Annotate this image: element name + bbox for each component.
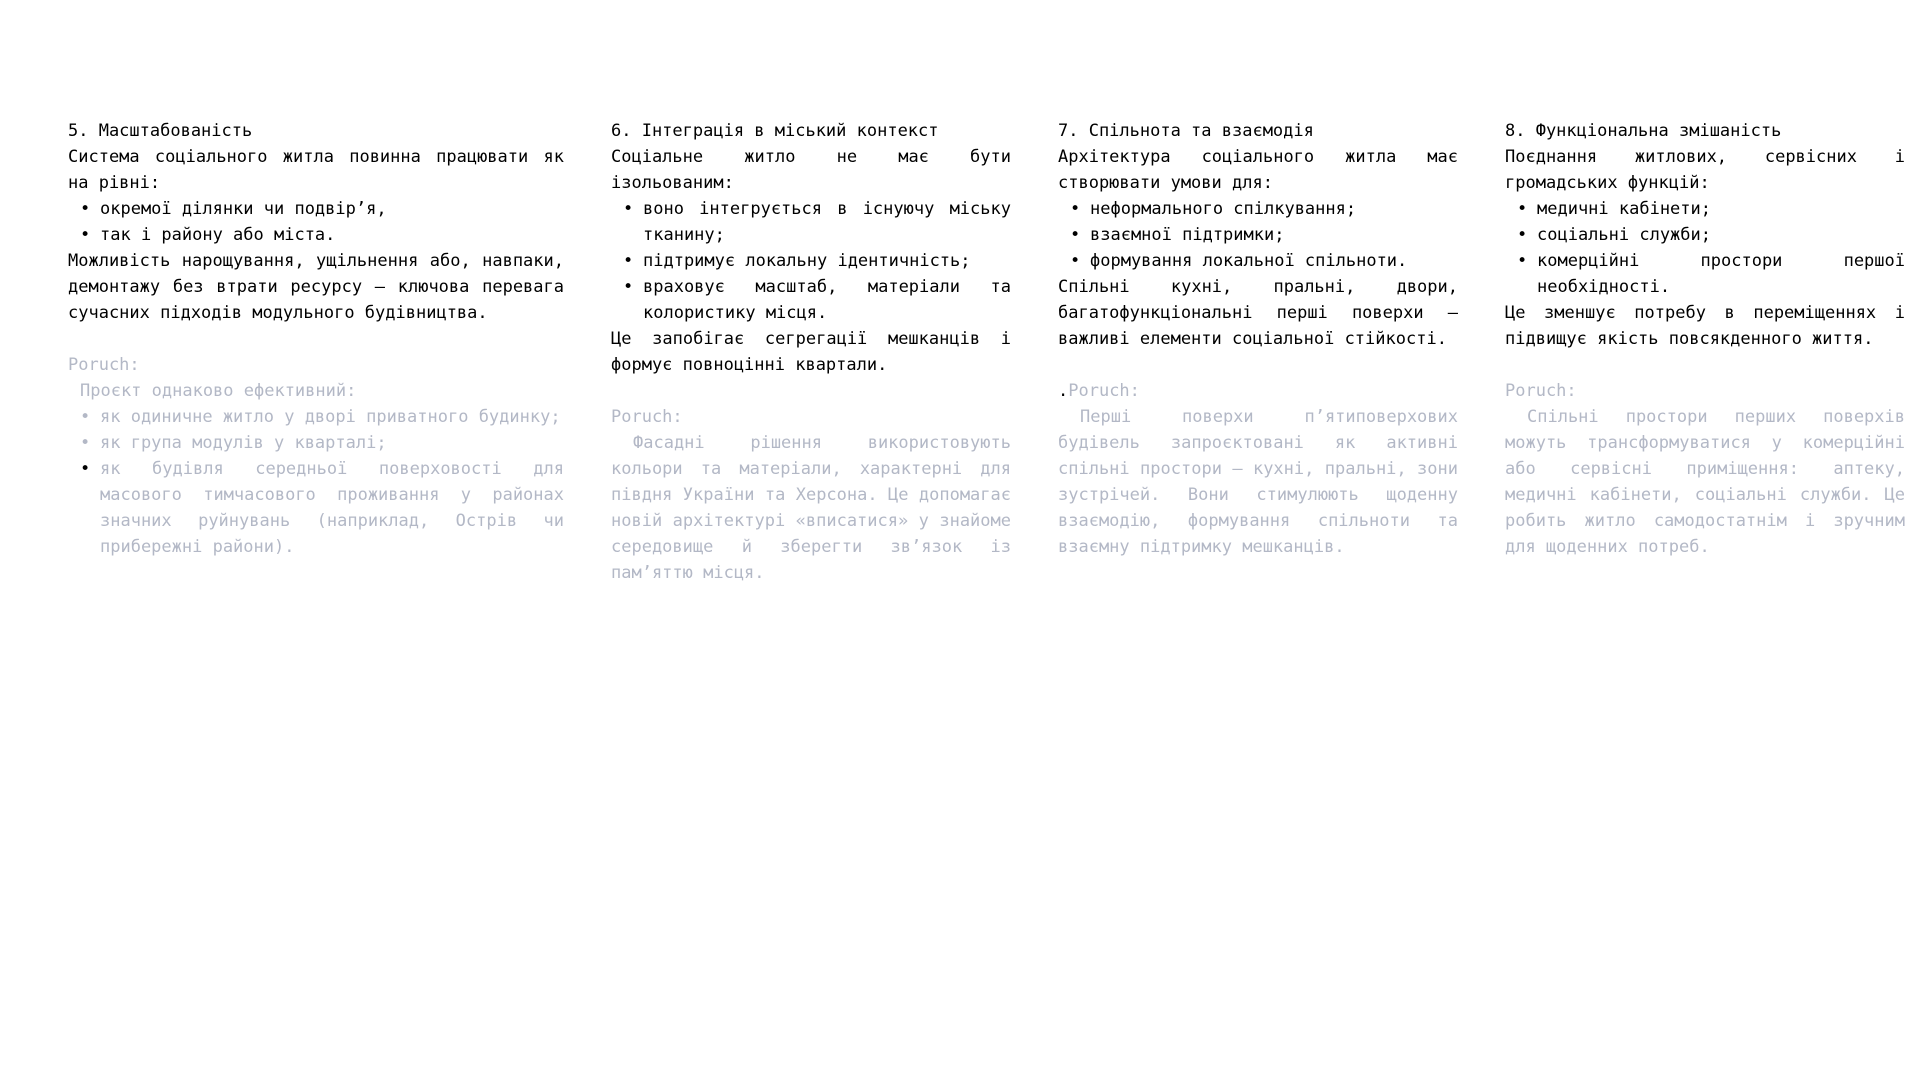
section-body: Це запобігає сегрегації мешканців і формує повноцінні квартали. xyxy=(611,329,1011,375)
section-bullet-list xyxy=(68,196,564,248)
poruch-block xyxy=(1058,378,1458,560)
list-item: • формування локальної спільноти. xyxy=(1090,248,1458,274)
poruch-text: Спільні простори перших поверхів можуть трансформуватися у комерційні або сервісні приміщення: аптеку, медичні кабінети, соціальні служби. Це робить житло самодостатнім і зручним для щоденних потреб. xyxy=(1505,407,1905,557)
list-item: • воно інтегрується в існуючу міську тканину; xyxy=(643,196,1011,248)
poruch-label: Poruch: xyxy=(611,407,683,427)
section-bullet-list xyxy=(1058,196,1458,274)
list-item: • неформального спілкування; xyxy=(1090,196,1458,222)
section-bullet-list xyxy=(611,196,1011,326)
list-item: • окремої ділянки чи подвір’я, xyxy=(100,196,564,222)
poruch-label: Poruch: xyxy=(68,355,140,375)
section-intro: Соціальне житло не має бути ізольованим: xyxy=(611,147,1011,193)
list-item: • підтримує локальну ідентичність; xyxy=(643,248,1011,274)
list-item: • комерційні простори першої необхідності. xyxy=(1537,248,1905,300)
section-scalability xyxy=(68,118,564,560)
list-item: • взаємної підтримки; xyxy=(1090,222,1458,248)
poruch-intro: Проєкт однаково ефективний: xyxy=(80,381,357,401)
poruch-label-line xyxy=(1058,378,1458,404)
section-title: 7. Спільнота та взаємодія xyxy=(1058,121,1314,141)
list-item: • як одиничне житло у дворі приватного будинку; xyxy=(100,404,564,430)
poruch-text: Фасадні рішення використовують кольори та матеріали, характерні для півдня України та Херсона. Це допомагає новій архітектурі «вписатися» у знайоме середовище й зберегти зв’язок із пам’яттю місця. xyxy=(611,433,1011,583)
section-urban-integration xyxy=(611,118,1011,586)
poruch-text: Перші поверхи п’ятиповерхових будівель запроєктовані як активні спільні простори — кухні, пральні, зони зустрічей. Вони стимулюють щоденну взаємодію, формування спільноти та взаємну підтримку мешканців. xyxy=(1058,407,1458,557)
section-functional-mix xyxy=(1505,118,1905,560)
section-body: Спільні кухні, пральні, двори, багатофункціональні перші поверхи — важливі елементи соціальної стійкості. xyxy=(1058,277,1458,349)
list-item: • так і району або міста. xyxy=(100,222,564,248)
poruch-bullet-list xyxy=(68,404,564,560)
list-item: • соціальні служби; xyxy=(1537,222,1905,248)
poruch-block xyxy=(1505,378,1905,560)
section-intro: Поєднання житлових, сервісних і громадських функцій: xyxy=(1505,147,1905,193)
list-item: • як будівля середньої поверховості для масового тимчасового проживання у районах значних руйнувань (наприклад, Острів чи прибережні райони). xyxy=(100,456,564,560)
list-item: • медичні кабінети; xyxy=(1537,196,1905,222)
section-body: Можливість нарощування, ущільнення або, навпаки, демонтажу без втрати ресурсу — ключова перевага сучасних підходів модульного будівництва. xyxy=(68,251,564,323)
section-title: 8. Функціональна змішаність xyxy=(1505,121,1782,141)
poruch-label: Poruch: xyxy=(1068,381,1140,401)
section-body: Це зменшує потребу в переміщеннях і підвищує якість повсякденного життя. xyxy=(1505,303,1905,349)
section-intro: Архітектура соціального житла має створювати умови для: xyxy=(1058,147,1458,193)
section-title: 6. Інтеграція в міський контекст xyxy=(611,121,939,141)
section-title: 5. Масштабованість xyxy=(68,121,253,141)
poruch-prefix: . xyxy=(1058,381,1069,401)
list-item: • як група модулів у кварталі; xyxy=(100,430,564,456)
poruch-block xyxy=(68,352,564,560)
list-item: • враховує масштаб, матеріали та колористику місця. xyxy=(643,274,1011,326)
poruch-label: Poruch: xyxy=(1505,381,1577,401)
poruch-block xyxy=(611,404,1011,586)
section-community xyxy=(1058,118,1458,560)
section-bullet-list xyxy=(1505,196,1905,300)
section-intro: Система соціального житла повинна працювати як на рівні: xyxy=(68,147,564,193)
